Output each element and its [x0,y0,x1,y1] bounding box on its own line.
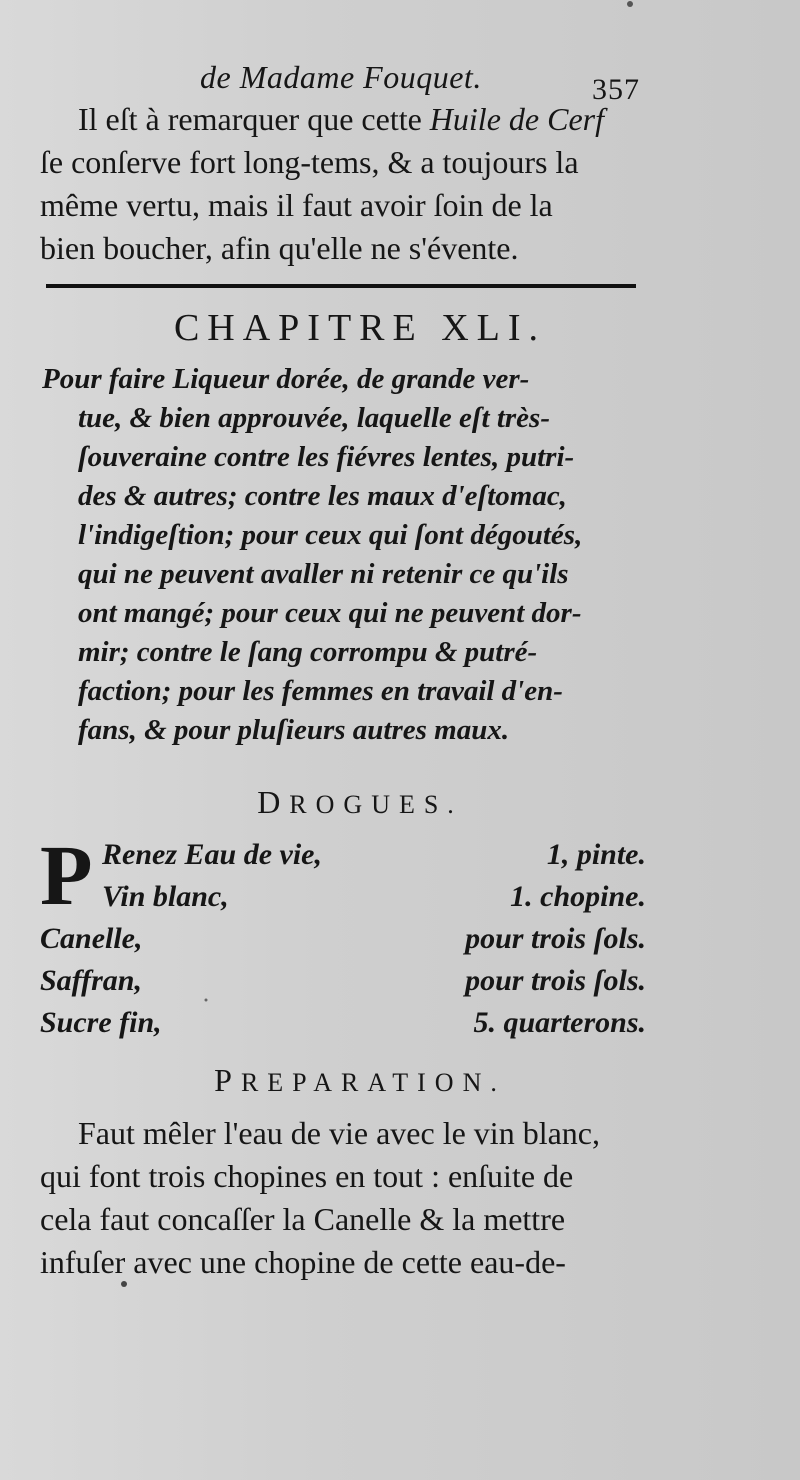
intro-paragraph [40,98,650,270]
drop-cap: P [40,827,93,923]
ingredient-name: Renez Eau de vie, [102,838,322,871]
ingredient-row [40,922,646,964]
preparation-paragraph [40,1112,652,1284]
ingredient-name: Saffran, [40,964,142,997]
summary-line: ſouveraine contre les fiévres lentes, putri- [78,441,575,473]
drogues-heading: DROGUES. [257,784,463,820]
text-line: ſe conſerve fort long-tems, & a toujours la [40,144,579,180]
summary-line: faction; pour les femmes en travail d'en- [78,675,563,707]
ingredient-quantity: pour trois ſols. [465,964,646,997]
ingredient-row [40,1006,646,1048]
summary-line: mir; contre le ſang corrompu & putré- [78,636,538,668]
ingredients-list [40,827,646,1048]
running-title: de Madame Fouquet. [200,59,482,95]
ingredient-quantity: 1. chopine. [510,880,646,913]
section-divider [46,284,636,288]
text-line: même vertu, mais il faut avoir ſoin de la [40,187,553,223]
chapter-title: CHAPITRE XLI. [173,307,547,349]
summary-line: Pour faire Liqueur dorée, de grande ver- [42,363,530,395]
summary-line: fans, & pour pluſieurs autres maux. [78,714,510,746]
text-line: cela faut concaſſer la Canelle & la mettre [40,1201,566,1237]
ingredient-name: Sucre fin, [40,1006,162,1039]
text-line: Il eſt à remarquer que cette Huile de Cerf [78,101,604,137]
chapter-summary [42,360,657,750]
summary-line: qui ne peuvent avaller ni retenir ce qu'ils [78,558,569,590]
text-line: Faut mêler l'eau de vie avec le vin blanc, [78,1115,600,1151]
text-line: qui font trois chopines en tout : enſuite de [40,1158,574,1194]
summary-line: ont mangé; pour ceux qui ne peuvent dor- [78,597,582,629]
summary-line: tue, & bien approuvée, laquelle eſt très- [78,402,550,434]
emphasis-text: Huile de Cerf [429,101,604,137]
ingredient-name: Vin blanc, [102,880,229,913]
running-head [200,55,640,106]
preparation-heading: PREPARATION. [214,1062,506,1098]
text-line: bien boucher, afin qu'elle ne s'évente. [40,230,519,266]
ingredient-quantity: 1, pinte. [546,838,646,871]
ingredient-row [40,964,646,1006]
summary-line: des & autres; contre les maux d'eſtomac, [78,480,567,512]
ingredient-row [40,880,646,922]
ingredient-quantity: 5. quarterons. [473,1006,646,1039]
ingredient-quantity: pour trois ſols. [465,922,646,955]
page-number: 357 [592,73,640,106]
paper-speck [627,1,633,7]
text-line: infuſer avec une chopine de cette eau-de- [40,1244,566,1280]
ingredient-name: Canelle, [40,922,143,955]
summary-line: l'indigeſtion; pour ceux qui ſont dégoutés, [78,519,583,551]
